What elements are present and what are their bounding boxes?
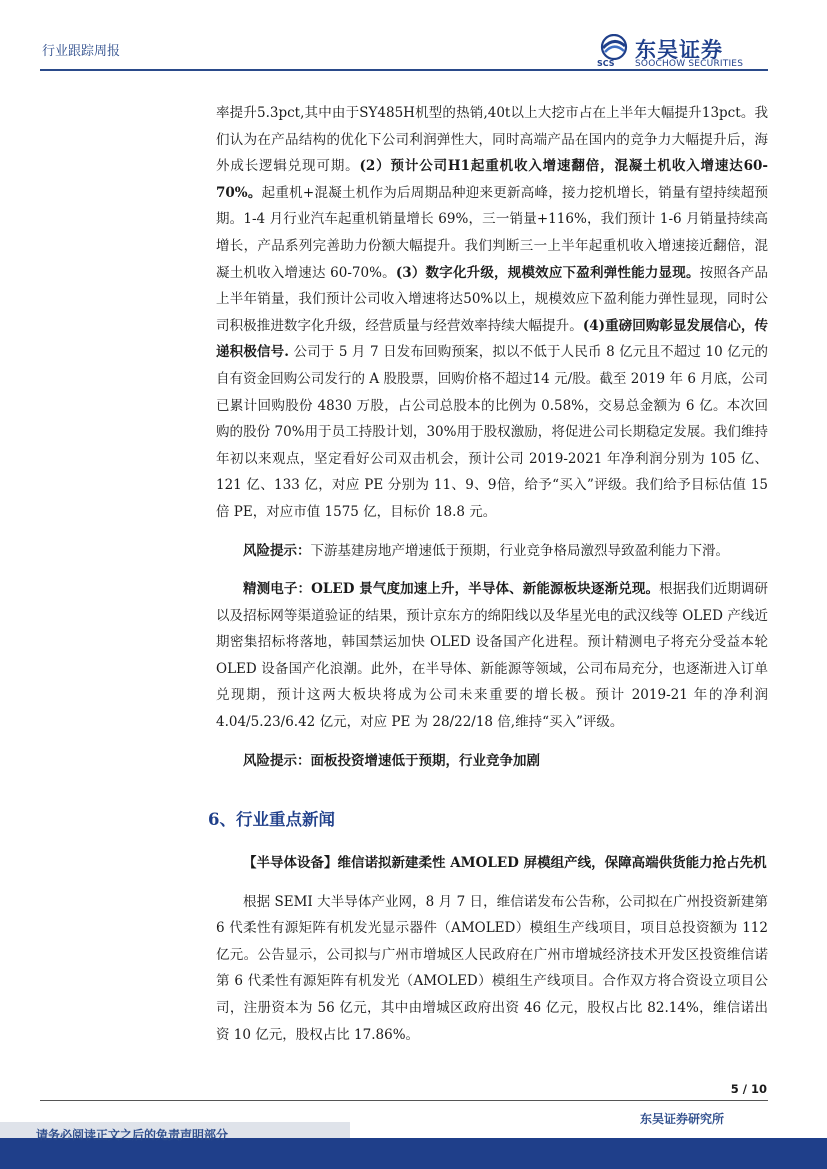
header-divider xyxy=(40,69,768,71)
footer-divider xyxy=(40,1100,768,1101)
text-run: 按照各产品上半年销量，我们预计公司收入增速将达50%以上，规模效应下盈利能力弹性显现，同时公司积极推进数字化升级，经营质量与经营效率持续大幅提升。 xyxy=(216,264,769,334)
header-label: 行业跟踪周报 xyxy=(42,44,121,59)
paragraph-sany xyxy=(216,100,768,526)
logo-mark-icon xyxy=(597,34,631,60)
logo-mark-text: SCS xyxy=(597,59,615,68)
footer-organization: 东吴证券研究所 xyxy=(639,1112,724,1126)
news-body: 根据 SEMI 大半导体产业网，8 月 7 日，维信诺发布公告称，公司拟在广州投资新建第 6 代柔性有源矩阵有机发光显示器件（AMOLED）模组生产线项目，项目总投资额为 112 亿元。公告显示，公司拟与广州市增城区人民政府在广州市增城经济技术开发区投资维信诺第 6 代柔性有源矩阵有机发光（AMOLED）模组生产线项目。合作双方将合资设立项目公司，注册资本为 56 亿元，其中由增城区政府出资 46 亿元，股权占比 82.14%，维信诺出资 10 亿元，股权占比 17.86%。 xyxy=(216,893,768,1043)
main-content xyxy=(216,100,768,774)
bold-text-run: 风险提示： xyxy=(243,542,311,559)
bold-text-run: (4)重磅回购彰显发展信心，传递积极信号. xyxy=(216,317,769,361)
paragraph-risk-sany xyxy=(216,538,768,565)
paragraph-risk-jingce xyxy=(216,748,768,775)
logo-english-name: SOOCHOW SECURITIES xyxy=(635,59,744,69)
text-run: 下游基建房地产增速低于预期，行业竞争格局激烈导致盈利能力下滑。 xyxy=(310,542,729,559)
text-run: 率提升5.3pct,其中由于SY485H机型的热销,40t以上大挖市占在上半年大幅提升13pct。我们认为在产品结构的优化下公司利润弹性大，同时高端产品在国内的竞争力大幅提升后，海外成长逻辑兑现可期。 xyxy=(216,105,768,175)
page-number: 5 / 10 xyxy=(730,1082,767,1096)
bold-text-run: (2）预计公司H1起重机收入增速翻倍，混凝土机收入增速达60-70%。 xyxy=(216,158,769,201)
logo-chinese-name: 东吴证券 xyxy=(635,38,723,62)
text-run: 根据我们近期调研以及招标网等渠道验证的结果，预计京东方的绵阳线以及华星光电的武汉线等 OLED 产线近期密集招标将落地，韩国禁运加快 OLED 设备国产化进程。预计精测电子将充分受益本轮 OLED 设备国产化浪潮。此外，在半导体、新能源等领域，公司布局充分，也逐渐进入订单兑现期，预计这两大板块将成为公司未来重要的增长极。预计 2019-21 年的净利润 4.04/5.23/6.42 亿元，对应 PE 为 28/22/18 倍,维持“买入”评级。 xyxy=(216,581,769,731)
text-run: 公司于 5 月 7 日发布回购预案，拟以不低于人民币 8 亿元且不超过 10 亿元的自有资金回购公司发行的 A 股股票，回购价格不超过14 元/股。截至 2019 年 6 月底，公司已累计回购股份 4830 万股，占公司总股本的比例为 0.58%，交易总金额为 6 亿。本次回购的股份 70%用于员工持股计划，30%用于股权激励，将促进公司长期稳定发展。我们维持年初以来观点，坚定看好公司双击机会，预计公司 2019-2021 年净利润分别为 105 亿、121 亿、133 亿，对应 PE 分别为 11、9、9倍，给予“买入”评级。我们给予目标估值 15 倍 PE，对应市值 1575 亿，目标价 18.8 元。 xyxy=(216,344,768,520)
section-title: 6、行业重点新闻 xyxy=(208,810,335,829)
news-headline: 【半导体设备】维信诺拟新建柔性 AMOLED 屏模组产线，保障高端供货能力抢占先机 xyxy=(243,855,767,871)
bold-text-run: 风险提示：面板投资增速低于预期，行业竞争加剧 xyxy=(243,752,540,769)
paragraph-jingce xyxy=(216,576,768,736)
news-content xyxy=(216,850,768,1048)
footer-disclaimer: 请务必阅读正文之后的免责声明部分 xyxy=(36,1128,229,1142)
bold-text-run: 精测电子：OLED 景气度加速上升，半导体、新能源板块逐渐兑现。 xyxy=(243,581,660,598)
company-logo xyxy=(597,34,772,70)
bold-text-run: (3）数字化升级，规模效应下盈利弹性能力显现。 xyxy=(395,264,700,281)
text-run: 起重机+混凝土机作为后周期品种迎来更新高峰，接力挖机增长，销量有望持续超预期。1-4 月行业汽车起重机销量增长 69%，三一销量+116%，我们预计 1-6 月销量持续高增长，产品系列完善助力份额大幅提升。我们判断三一上半年起重机收入增速接近翻倍，混凝土机收入增速达 60-70%。 xyxy=(216,184,768,281)
